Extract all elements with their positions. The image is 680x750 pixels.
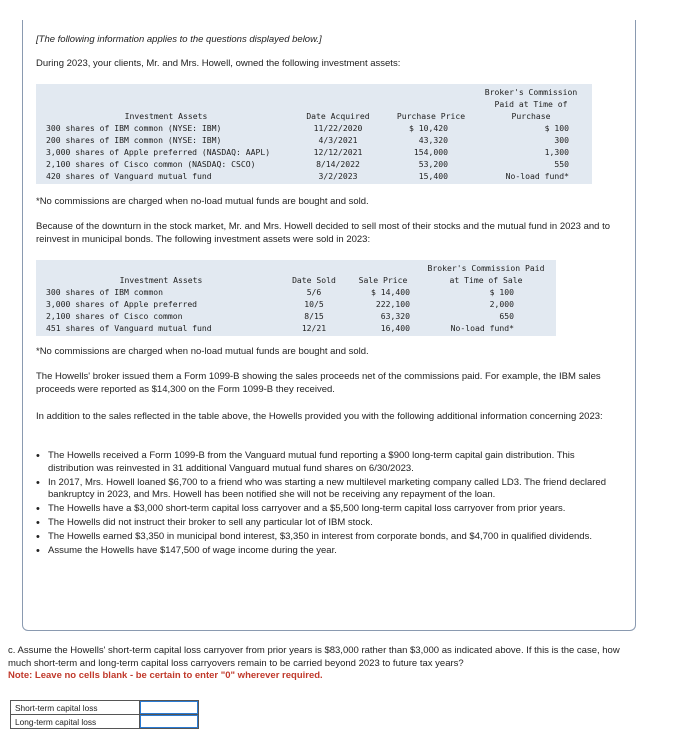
table-row: [36, 298, 556, 310]
date-cell: 12/12/2021: [313, 147, 363, 157]
header-commission-line3: Purchase: [511, 111, 551, 121]
list-item: • The Howells did not instruct their broker to sell any particular lot of IBM stock.: [36, 517, 621, 530]
table-row: [36, 122, 592, 134]
long-term-input[interactable]: [140, 715, 198, 728]
short-term-input[interactable]: [140, 701, 198, 714]
date-cell: 8/15: [304, 311, 324, 321]
header-purchase-price: Purchase Price: [396, 111, 466, 121]
list-item: • The Howells earned $3,350 in municipal bond interest, $3,350 in interest from corporate bonds, and $4,700 in qualified dividends.: [36, 531, 621, 544]
asset-cell: 420 shares of Vanguard mutual fund: [46, 171, 212, 181]
paragraph-form-1099b: The Howells' broker issued them a Form 1099-B showing the sales proceeds net of the commissions paid. For example, the IBM sales proceeds were reported as $14,300 on the Form 1099-B they received.: [36, 371, 601, 395]
asset-cell: 200 shares of IBM common (NYSE: IBM): [46, 135, 222, 145]
table-row: [11, 701, 199, 715]
list-item: • The Howells received a Form 1099-B from the Vanguard mutual fund reporting a $900 long-term capital gain distribution. This distribution was reinvested in 31 additional Vanguard mutual fund shares on 6/30/2023.: [36, 450, 621, 475]
paragraph-sold-assets: Because of the downturn in the stock market, Mr. and Mrs. Howell decided to sell most of their stocks and the mutual fund in 2023 and to reinvest in municipal bonds. The following investment assets were sold in 2023:: [36, 221, 610, 245]
footnote-no-load-2: *No commissions are charged when no-load mutual funds are bought and sold.: [36, 346, 369, 357]
paragraph-additional-info: In addition to the sales reflected in the table above, the Howells provided you with the following additional information concerning 2023:: [36, 411, 603, 422]
paragraph-owned-assets: During 2023, your clients, Mr. and Mrs. Howell, owned the following investment assets:: [36, 58, 401, 69]
commission-cell: 550: [554, 159, 569, 169]
price-cell: 154,000: [413, 147, 448, 157]
purchased-assets-table: [36, 84, 592, 184]
table-header-row: [36, 86, 592, 98]
header-investment-assets: Investment Assets: [119, 275, 203, 285]
short-term-label: Short-term capital loss: [11, 701, 140, 715]
table-row: [36, 158, 592, 170]
table-row: [36, 310, 556, 322]
asset-cell: 300 shares of IBM common: [46, 287, 163, 297]
asset-cell: 300 shares of IBM common (NYSE: IBM): [46, 123, 222, 133]
asset-cell: 2,100 shares of Cisco common (NASDAQ: CSCO): [46, 159, 256, 169]
date-cell: 3/2/2023: [318, 171, 358, 181]
date-cell: 5/6: [306, 287, 322, 297]
list-item: • In 2017, Mrs. Howell loaned $6,700 to a friend who was starting a new multilevel marketing company called LD3. The friend declared bankruptcy in 2023, and Mrs. Howell has been notified she will not be receiving any repayment of the loan.: [36, 477, 621, 502]
note-text: Note: Leave no cells blank - be certain to enter "0" wherever required.: [8, 670, 323, 681]
header-date-sold: Date Sold: [292, 275, 336, 285]
price-cell: 63,320: [380, 311, 410, 321]
date-cell: 4/3/2021: [318, 135, 358, 145]
footnote-no-load-1: *No commissions are charged when no-load mutual funds are bought and sold.: [36, 196, 369, 207]
commission-cell: 2,000: [489, 299, 514, 309]
intro-text: [The following information applies to the questions displayed below.]: [36, 34, 322, 45]
commission-cell: $ 100: [544, 123, 569, 133]
price-cell: $ 10,420: [409, 123, 448, 133]
commission-cell: $ 100: [489, 287, 514, 297]
asset-cell: 2,100 shares of Cisco common: [46, 311, 183, 321]
table-row: [36, 170, 592, 182]
date-cell: 12/21: [301, 323, 327, 333]
table-row: [11, 715, 199, 729]
price-cell: 222,100: [375, 299, 410, 309]
date-cell: 8/14/2022: [316, 159, 360, 169]
asset-cell: 3,000 shares of Apple preferred: [46, 299, 198, 309]
header-commission-line1: Broker's Commission: [484, 87, 578, 97]
header-investment-assets: Investment Assets: [124, 111, 208, 121]
price-cell: 53,200: [418, 159, 448, 169]
price-cell: $ 14,400: [371, 287, 410, 297]
additional-info-list: [36, 450, 621, 559]
commission-cell: 650: [499, 311, 514, 321]
price-cell: 16,400: [380, 323, 410, 333]
header-commission-line1: Broker's Commission Paid: [427, 263, 545, 273]
header-commission-line2: at Time of Sale: [449, 275, 523, 285]
commission-cell: 1,300: [544, 147, 569, 157]
table-row: [36, 146, 592, 158]
list-item: • The Howells have a $3,000 short-term capital loss carryover and a $5,500 long-term capital loss carryover from prior years.: [36, 503, 621, 516]
commission-cell: No-load fund*: [505, 171, 569, 181]
commission-cell: No-load fund*: [450, 323, 514, 333]
header-date-acquired: Date Acquired: [306, 111, 370, 121]
table-row: [36, 134, 592, 146]
question-c: [8, 645, 628, 683]
price-cell: 15,400: [418, 171, 448, 181]
sold-assets-table: [36, 260, 556, 336]
question-text: c. Assume the Howells' short-term capital loss carryover from prior years is $83,000 rather than $3,000 as indicated above. If this is the case, how much short-term and long-term capital loss carryovers remain to be carried beyond 2023 to future tax years?: [8, 645, 620, 669]
commission-cell: 300: [554, 135, 569, 145]
date-cell: 10/5: [304, 299, 324, 309]
asset-cell: 451 shares of Vanguard mutual fund: [46, 323, 212, 333]
table-header-row: [36, 262, 556, 274]
table-row: [36, 286, 556, 298]
list-item: • Assume the Howells have $147,500 of wage income during the year.: [36, 545, 621, 558]
price-cell: 43,320: [418, 135, 448, 145]
answer-table: [10, 700, 199, 729]
header-commission-line2: Paid at Time of: [494, 99, 568, 109]
header-sale-price: Sale Price: [358, 275, 408, 285]
asset-cell: 3,000 shares of Apple preferred (NASDAQ: AAPL): [46, 147, 271, 157]
long-term-label: Long-term capital loss: [11, 715, 140, 729]
table-row: [36, 322, 556, 334]
date-cell: 11/22/2020: [313, 123, 363, 133]
